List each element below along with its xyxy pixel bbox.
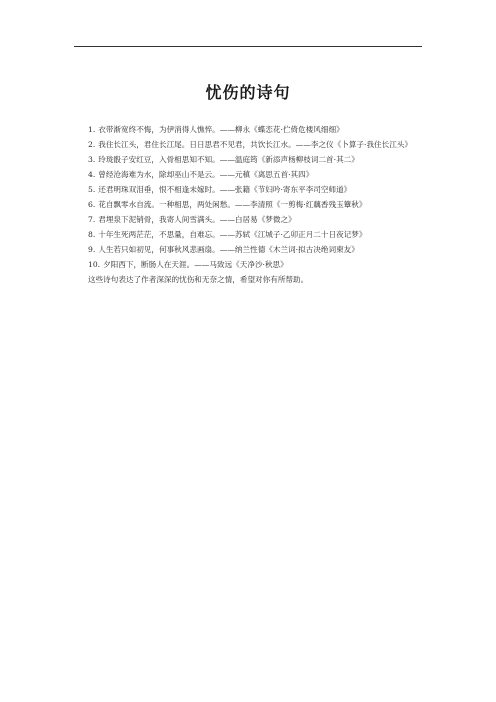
list-item [74,212,424,227]
item-number: 6. [88,200,96,209]
item-text: 我住长江头，君住长江尾。日日思君不见君，共饮长江水。——李之仪《卜算子·我住长江头》 [98,140,413,149]
item-text: 十年生死两茫茫，不思量，自难忘。——苏轼《江城子·乙卯正月二十日夜记梦》 [98,230,367,239]
closing-paragraph: 这些诗句表达了作者深深的忧伤和无奈之情，希望对你有所帮助。 [88,275,309,284]
item-text: 人生若只如初见，何事秋风悲画扇。——纳兰性德《木兰词·拟古决绝词柬友》 [98,245,359,254]
list-item [74,242,424,257]
item-number: 3. [88,155,96,164]
list-item [74,197,424,212]
list-item [74,227,424,242]
list-item [74,122,424,137]
list-item [74,182,424,197]
list-item [60,137,424,152]
item-text: 玲珑骰子安红豆，入骨相思知不知。——温庭筠《新添声杨柳枝词二首·其二》 [98,155,359,164]
item-number: 10. [88,260,101,269]
item-number: 8. [88,230,96,239]
item-text: 还君明珠双泪垂，恨不相逢未嫁时。——张籍《节妇吟·寄东平李司空师道》 [98,185,352,194]
item-text: 曾经沧海难为水，除却巫山不是云。——元稹《离思五首·其四》 [98,170,314,179]
item-number: 1. [88,125,96,134]
header-rule [74,46,422,47]
item-number: 7. [88,215,96,224]
item-text: 衣带渐宽终不悔，为伊消得人憔悴。——柳永《蝶恋花·伫倚危楼风细细》 [98,125,344,134]
item-text: 花自飘零水自流。一种相思，两处闲愁。——李清照《一剪梅·红藕香残玉簟秋》 [98,200,367,209]
item-number: 9. [88,245,96,254]
item-number: 2. [88,140,96,149]
list-item [74,167,424,182]
item-text: 夕阳西下，断肠人在天涯。——马致远《天净沙·秋思》 [103,260,288,269]
list-item [74,257,424,272]
item-text: 君埋泉下泥销骨，我寄人间雪满头。——白居易《梦微之》 [98,215,296,224]
list-item [74,152,424,167]
poem-list [74,122,424,287]
item-number: 4. [88,170,96,179]
page-title: 忧伤的诗句 [205,83,291,102]
item-number: 5. [88,185,96,194]
